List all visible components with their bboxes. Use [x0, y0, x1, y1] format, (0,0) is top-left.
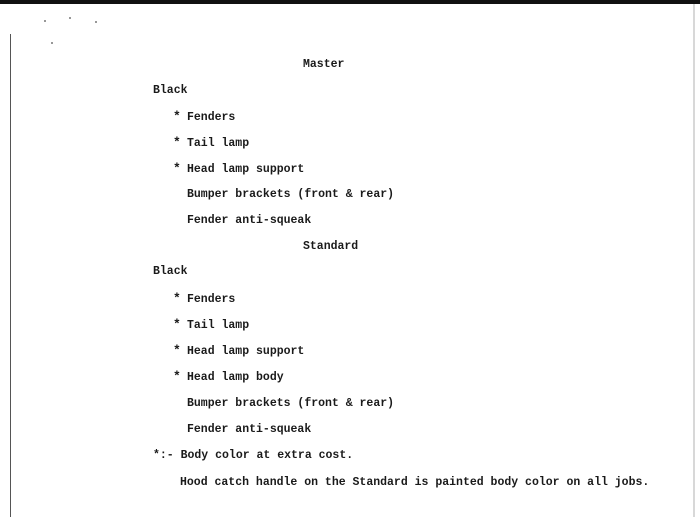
scan-speck: [44, 20, 46, 22]
list-item: Fender anti-squeak: [187, 214, 312, 227]
list-item: Bumper brackets (front & rear): [187, 397, 395, 410]
list-item: Bumper brackets (front & rear): [187, 188, 395, 201]
asterisk-bullet: *: [173, 343, 181, 358]
closing-note: Hood catch handle on the Standard is painted body color on all jobs.: [180, 476, 650, 489]
list-item: * Fenders: [173, 109, 236, 124]
asterisk-bullet: *: [173, 161, 181, 176]
section-title-master: Master: [303, 58, 345, 71]
list-item: * Fenders: [173, 291, 236, 306]
group-label-black: Black: [153, 84, 188, 97]
asterisk-bullet: *: [173, 109, 181, 124]
asterisk-bullet: *: [173, 135, 181, 150]
asterisk-bullet: *: [173, 369, 181, 384]
footnote: *:- Body color at extra cost.: [153, 449, 354, 462]
asterisk-bullet: *: [173, 317, 181, 332]
scan-speck: [69, 17, 71, 19]
asterisk-bullet: *: [173, 291, 181, 306]
scan-speck: [51, 42, 53, 44]
section-title-standard: Standard: [303, 240, 359, 253]
group-label-black: Black: [153, 265, 188, 278]
list-item: Fender anti-squeak: [187, 423, 312, 436]
scan-left-edge: [10, 34, 11, 517]
list-item: * Head lamp body: [173, 369, 284, 384]
scan-speck: [95, 21, 97, 23]
scan-right-edge: [693, 4, 695, 517]
list-item: * Tail lamp: [173, 135, 250, 150]
scan-top-border: [0, 0, 700, 4]
list-item: * Head lamp support: [173, 343, 305, 358]
list-item: * Tail lamp: [173, 317, 250, 332]
list-item: * Head lamp support: [173, 161, 305, 176]
